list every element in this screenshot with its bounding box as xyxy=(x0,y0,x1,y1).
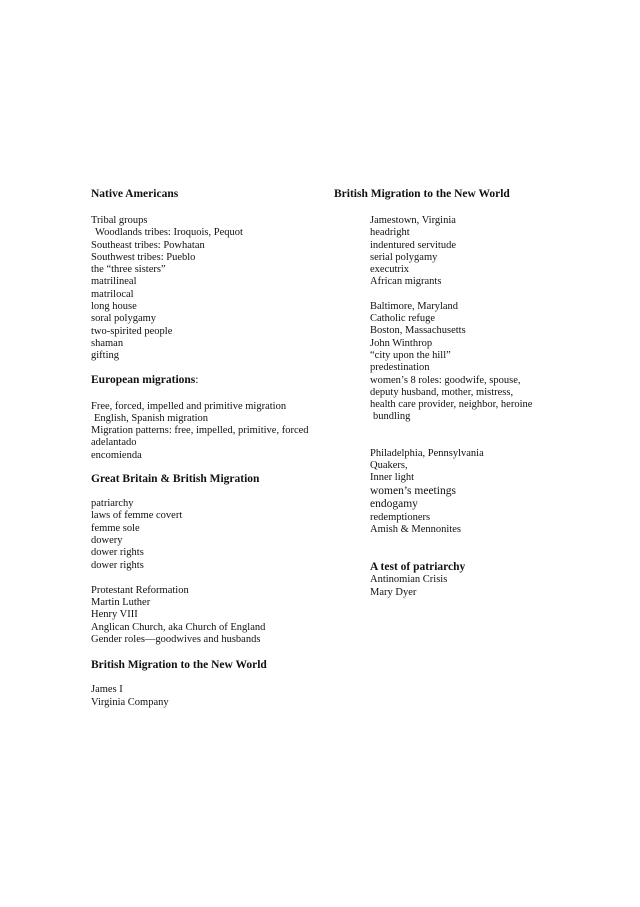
list-item: dower rights xyxy=(91,547,144,559)
list-item: Gender roles—goodwives and husbands xyxy=(91,634,261,646)
section-heading-native-americans: Native Americans xyxy=(91,188,179,200)
native-americans-list xyxy=(91,215,331,363)
list-item: Jamestown, Virginia xyxy=(370,215,456,226)
right-column xyxy=(334,187,544,599)
list-item: African migrants xyxy=(370,276,442,288)
european-list xyxy=(91,401,331,462)
list-item: Henry VIII xyxy=(91,609,138,621)
spacer xyxy=(91,672,331,684)
list-item: John Winthrop xyxy=(370,337,433,349)
section-heading-european-migrations xyxy=(91,373,331,387)
list-item: encomienda xyxy=(91,449,142,461)
list-item: soral polygamy xyxy=(91,313,157,325)
list-item: James I xyxy=(91,684,123,696)
list-item: Catholic refuge xyxy=(370,313,436,325)
list-item: Protestant Reformation xyxy=(91,584,189,596)
list-item: predestination xyxy=(370,362,430,374)
list-item: gifting xyxy=(91,350,119,362)
list-item: serial polygamy xyxy=(370,251,438,263)
list-item: Tribal groups xyxy=(91,215,148,226)
heading-suffix: : xyxy=(195,373,199,386)
spacer xyxy=(91,486,331,498)
list-item: redemptioners xyxy=(370,511,431,523)
spacer xyxy=(91,387,331,401)
spacer xyxy=(91,572,331,585)
great-britain-list-a xyxy=(91,498,331,572)
list-item: headright xyxy=(370,227,410,239)
list-item: adelantado xyxy=(91,437,137,449)
spacer xyxy=(91,201,331,215)
philadelphia-list xyxy=(334,448,544,536)
list-item: Martin Luther xyxy=(91,597,151,609)
list-item: Virginia Company xyxy=(91,696,169,708)
spacer xyxy=(91,363,331,373)
list-item: endogamy xyxy=(370,498,418,511)
list-item: Amish & Mennonites xyxy=(370,523,461,535)
list-item: executrix xyxy=(370,264,410,276)
list-item: Boston, Massachusetts xyxy=(370,325,466,337)
list-item: two-spirited people xyxy=(91,325,173,337)
list-item: women’s meetings xyxy=(370,484,456,497)
great-britain-list-b xyxy=(91,585,331,646)
left-column xyxy=(91,187,331,709)
spacer xyxy=(91,646,331,658)
list-item: patriarchy xyxy=(91,498,134,510)
section-heading-british-migration-right: British Migration to the New World xyxy=(334,188,510,200)
list-item: Philadelphia, Pennsylvania xyxy=(370,447,484,459)
spacer xyxy=(334,536,544,560)
list-item: Inner light xyxy=(370,472,415,484)
list-item: bundling xyxy=(373,411,411,423)
list-item: indentured servitude xyxy=(370,239,457,251)
list-item: Migration patterns: free, impelled, primitive, forced xyxy=(91,425,309,437)
list-item: shaman xyxy=(91,337,124,349)
list-item: femme sole xyxy=(91,522,140,534)
section-heading-great-britain: Great Britain & British Migration xyxy=(91,473,260,486)
section-heading-test-of-patriarchy: A test of patriarchy xyxy=(370,561,466,574)
list-item: matrilocal xyxy=(91,288,134,300)
heading-text: European migrations xyxy=(91,373,196,386)
list-item: matrilineal xyxy=(91,276,137,288)
section-heading-british-migration-left: British Migration to the New World xyxy=(91,659,267,672)
spacer xyxy=(334,424,544,448)
list-item: the “three sisters” xyxy=(91,264,166,276)
list-item: Baltimore, Maryland xyxy=(370,300,459,312)
list-item: English, Spanish migration xyxy=(94,412,209,424)
jamestown-list xyxy=(334,215,544,289)
spacer xyxy=(334,201,544,215)
list-item: Southwest tribes: Pueblo xyxy=(91,251,196,263)
list-item: Mary Dyer xyxy=(370,586,417,598)
list-item: Woodlands tribes: Iroquois, Pequot xyxy=(95,227,243,239)
list-item: laws of femme covert xyxy=(91,510,183,522)
list-item: Southeast tribes: Powhatan xyxy=(91,239,205,251)
list-item: Antinomian Crisis xyxy=(370,574,448,586)
list-item: dower rights xyxy=(91,559,144,571)
list-item: Anglican Church, aka Church of England xyxy=(91,621,266,633)
list-item: Quakers, xyxy=(370,460,408,472)
british-new-world-list-left xyxy=(91,684,331,709)
list-item: Free, forced, impelled and primitive migration xyxy=(91,400,287,412)
list-item: long house xyxy=(91,301,137,313)
patriarchy-section xyxy=(334,560,544,599)
spacer xyxy=(334,289,544,301)
list-item: “city upon the hill” xyxy=(370,349,451,361)
list-item: dowery xyxy=(91,534,123,546)
womens-roles-text: women’s 8 roles: goodwife, spouse, deputy husband, mother, mistress, health care provider, neighbor, heroine xyxy=(370,374,533,411)
spacer xyxy=(91,462,331,472)
baltimore-list xyxy=(334,301,544,424)
